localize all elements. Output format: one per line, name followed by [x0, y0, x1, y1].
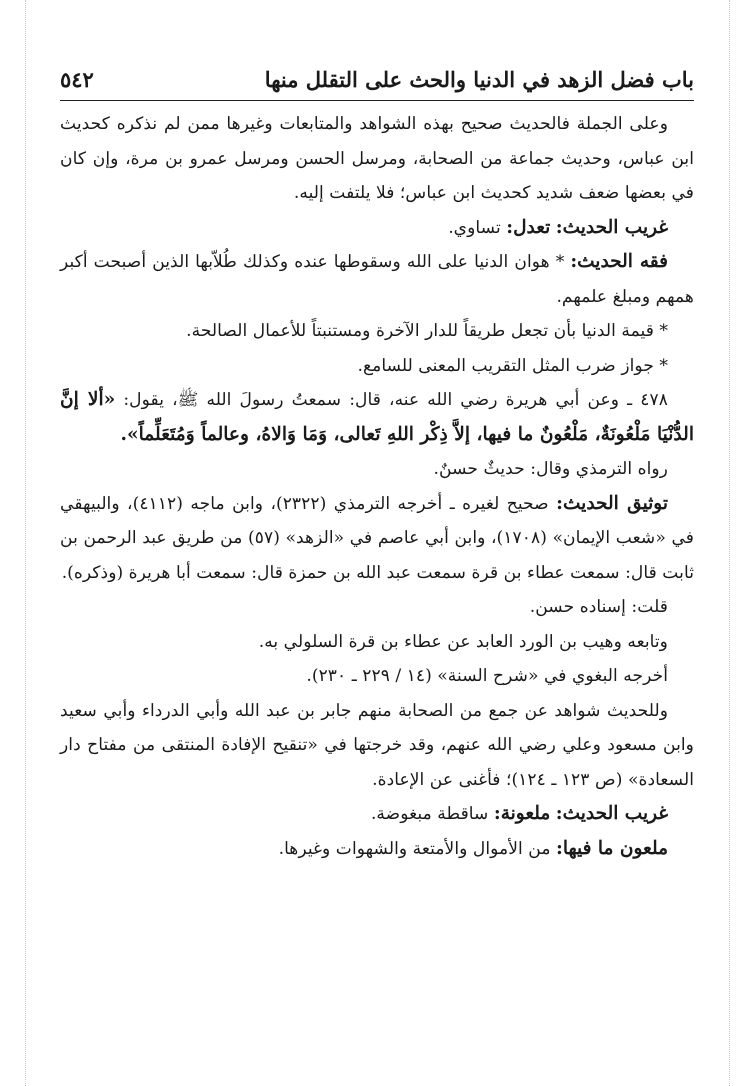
book-page — [60, 58, 694, 1068]
gharib-section-2 — [60, 797, 694, 832]
page-body — [60, 101, 694, 866]
gharib2-meaning: ساقطة مبغوضة. — [370, 804, 494, 824]
gharib-meaning: تساوي. — [448, 217, 507, 238]
tawthiq-text: صحيح لغيره ـ أخرجه الترمذي (٢٣٢٢)، وابن ماجه (٤١١٢)، والبيهقي في «شعب الإيمان» (١٧٠٨)، وابن أبي عاصم في «الزهد» (٥٧) من طريق عبد الرحمن بن ثابت قال: سمعت عطاء بن قرة سمعت عبد الله بن حمزة قال: سمعت أبا هريرة (وذكره). — [60, 493, 694, 583]
gharib2-line-2 — [60, 832, 694, 867]
tawthiq-line-3: أخرجه البغوي في «شرح السنة» (١٤ / ٢٢٩ ـ ٢٣٠). — [306, 666, 668, 686]
chapter-title: باب فضل الزهد في الدنيا والحث على التقلل منها — [264, 66, 694, 92]
page-number: ٥٤٢ — [60, 66, 94, 92]
paragraph-conclusion: وعلى الجملة فالحديث صحيح بهذه الشواهد والمتابعات وغيرها ممن لم نذكره كحديث ابن عباس، وحديث جماعة من الصحابة، ومرسل الحسن ومرسل عمرو بن مرة، وإن كان في بعضها ضعف شديد كحديث ابن عباس؛ فلا يلتفت إليه. — [60, 114, 694, 203]
gharib2-word: ملعونة: — [493, 803, 551, 824]
fiqh-point-1: * هوان الدنيا على الله وسقوطها عنده وكذلك طُلاّبها الذين أصبحت أكبر همهم ومبلغ علمهم. — [60, 252, 694, 307]
tawthiq-label: توثيق الحديث: — [556, 492, 669, 514]
gharib2-word-2: ملعون ما فيها: — [556, 837, 668, 859]
tawthiq-section — [60, 487, 694, 591]
gharib2-meaning-2: من الأموال والأمتعة والشهوات وغيرها. — [278, 838, 557, 859]
gharib-section-1 — [60, 211, 694, 246]
hadith-narration: رواه الترمذي وقال: حديثٌ حسنٌ. — [433, 459, 668, 479]
gharib2-label: غريب الحديث: — [555, 803, 668, 824]
margin-guide-left — [25, 0, 26, 1086]
fiqh-point-3: * جواز ضرب المثل التقريب المعنى للسامع. — [357, 355, 668, 376]
gharib-label: غريب الحديث: — [555, 216, 668, 238]
margin-guide-right — [729, 0, 730, 1086]
gharib-word: تعدل: — [506, 216, 551, 238]
fiqh-section — [60, 245, 694, 314]
tawthiq-line-4: وللحديث شواهد عن جمع من الصحابة منهم جابر بن عبد الله وأبي الدرداء وأبي سعيد وابن مسعود وعلي رضي الله عنهم، وقد خرجتها في «تنقيح الإفادة المنتقى من مفتاح دار السعادة» (ص ١٢٣ ـ ١٢٤)؛ فأغنى عن الإعادة. — [60, 700, 694, 790]
page-header — [60, 58, 694, 101]
tawthiq-line-2: وتابعه وهيب بن الورد العابد عن عطاء بن قرة السلولي به. — [258, 631, 668, 652]
fiqh-label: فقه الحديث: — [570, 251, 668, 272]
fiqh-point-2: * قيمة الدنيا بأن تجعل طريقاً للدار الآخرة ومستنبتاً للأعمال الصالحة. — [186, 321, 668, 341]
hadith-text: «ألا إنَّ الدُّنْيَا مَلْعُونَةٌ، مَلْعُونٌ ما فيها، إلاَّ ذِكْر اللهِ تَعالى، وَمَا وَالاهُ، وعالماً وَمُتَعَلِّماً». — [60, 389, 694, 445]
hadith-478 — [60, 383, 694, 452]
tawthiq-line-1: قلت: إسناده حسن. — [529, 597, 668, 617]
hadith-intro: ٤٧٨ ـ وعن أبي هريرة رضي الله عنه، قال: سمعتُ رسولَ الله ﷺ، يقول: — [115, 390, 668, 410]
